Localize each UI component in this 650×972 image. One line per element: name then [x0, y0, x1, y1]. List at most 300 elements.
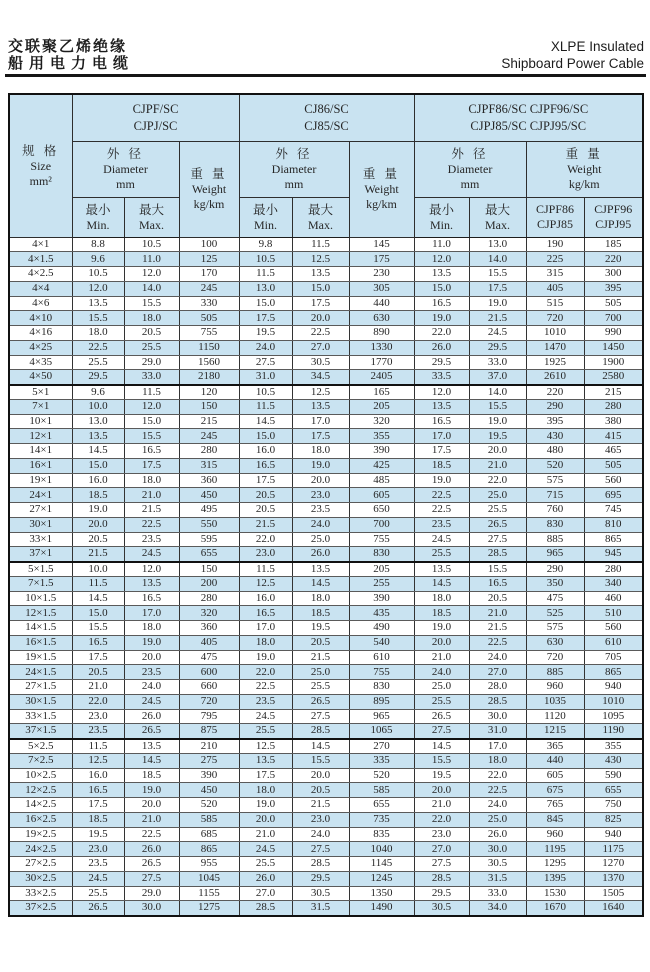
value-cell: 26.5 [414, 709, 469, 724]
value-cell: 16.5 [239, 606, 292, 621]
max-label-en: Max. [308, 217, 333, 232]
value-cell: 13.5 [124, 739, 179, 754]
value-cell: 16.0 [239, 444, 292, 459]
value-cell: 360 [179, 621, 239, 636]
value-cell: 34.0 [469, 901, 526, 916]
table-row [9, 399, 643, 414]
value-cell: 465 [584, 444, 643, 459]
value-cell: 17.5 [292, 429, 349, 444]
value-cell: 26.0 [469, 827, 526, 842]
value-cell: 795 [179, 709, 239, 724]
value-cell: 425 [349, 458, 414, 473]
header-size [9, 94, 72, 237]
size-cell: 5×1.5 [9, 562, 72, 577]
value-cell: 20.5 [124, 326, 179, 341]
page-title-chinese [8, 38, 134, 72]
value-cell: 12.5 [239, 739, 292, 754]
table-row [9, 739, 643, 754]
header-weight-subcol-cjpf96 [584, 197, 643, 237]
value-cell: 865 [584, 532, 643, 547]
value-cell: 21.5 [292, 650, 349, 665]
value-cell: 22.0 [469, 768, 526, 783]
value-cell: 895 [349, 694, 414, 709]
value-cell: 10.0 [72, 562, 124, 577]
value-cell: 15.5 [469, 562, 526, 577]
value-cell: 440 [349, 296, 414, 311]
value-cell: 24.5 [124, 694, 179, 709]
value-cell: 650 [349, 503, 414, 518]
value-cell: 15.5 [469, 399, 526, 414]
value-cell: 33.0 [124, 370, 179, 385]
value-cell: 20.5 [239, 488, 292, 503]
table-row [9, 783, 643, 798]
value-cell: 31.0 [239, 370, 292, 385]
value-cell: 865 [179, 842, 239, 857]
weight-subcol2-line1: CJPF96 [594, 202, 633, 216]
value-cell: 220 [584, 252, 643, 267]
size-cell: 4×25 [9, 340, 72, 355]
table-row [9, 296, 643, 311]
value-cell: 12.0 [72, 281, 124, 296]
table-row [9, 857, 643, 872]
value-cell: 17.5 [239, 311, 292, 326]
value-cell: 17.5 [72, 798, 124, 813]
value-cell: 26.0 [124, 709, 179, 724]
value-cell: 750 [584, 798, 643, 813]
group1-name-line2: CJPJ/SC [133, 118, 178, 133]
value-cell: 21.0 [239, 827, 292, 842]
value-cell: 965 [526, 547, 584, 562]
value-cell: 22.5 [72, 340, 124, 355]
value-cell: 16.5 [414, 296, 469, 311]
group3-name-line2: CJPJ85/SC CJPJ95/SC [470, 118, 587, 133]
value-cell: 23.5 [124, 532, 179, 547]
header-weight-group1 [179, 141, 239, 237]
value-cell: 21.5 [239, 517, 292, 532]
value-cell: 20.0 [292, 473, 349, 488]
value-cell: 1560 [179, 355, 239, 370]
value-cell: 655 [584, 783, 643, 798]
value-cell: 655 [179, 547, 239, 562]
size-cell: 4×2.5 [9, 267, 72, 282]
value-cell: 21.0 [72, 680, 124, 695]
value-cell: 13.5 [72, 429, 124, 444]
table-row [9, 665, 643, 680]
value-cell: 10.5 [124, 237, 179, 252]
value-cell: 20.0 [72, 517, 124, 532]
value-cell: 185 [584, 237, 643, 252]
size-cell: 16×2.5 [9, 812, 72, 827]
value-cell: 360 [179, 473, 239, 488]
value-cell: 20.0 [414, 783, 469, 798]
value-cell: 550 [179, 517, 239, 532]
size-cell: 10×1 [9, 414, 72, 429]
value-cell: 13.5 [292, 267, 349, 282]
value-cell: 12.0 [124, 562, 179, 577]
value-cell: 835 [349, 827, 414, 842]
value-cell: 1045 [179, 871, 239, 886]
value-cell: 18.0 [124, 621, 179, 636]
value-cell: 1900 [584, 355, 643, 370]
size-cell: 30×1 [9, 517, 72, 532]
value-cell: 1330 [349, 340, 414, 355]
value-cell: 700 [349, 517, 414, 532]
value-cell: 1270 [584, 857, 643, 872]
table-body [9, 237, 643, 916]
value-cell: 1155 [179, 886, 239, 901]
weight-subcol1-line2: CJPJ85 [536, 217, 574, 231]
value-cell: 390 [179, 768, 239, 783]
value-cell: 12.5 [239, 576, 292, 591]
value-cell: 605 [349, 488, 414, 503]
value-cell: 19.0 [72, 503, 124, 518]
value-cell: 355 [349, 429, 414, 444]
size-cell: 37×2.5 [9, 901, 72, 916]
value-cell: 12.0 [414, 385, 469, 400]
table-row [9, 252, 643, 267]
table-row [9, 591, 643, 606]
value-cell: 29.0 [124, 355, 179, 370]
value-cell: 12.0 [124, 267, 179, 282]
value-cell: 23.5 [72, 724, 124, 739]
value-cell: 505 [179, 311, 239, 326]
value-cell: 18.0 [72, 326, 124, 341]
value-cell: 825 [584, 812, 643, 827]
value-cell: 1175 [584, 842, 643, 857]
value-cell: 24.5 [239, 709, 292, 724]
value-cell: 14.5 [239, 414, 292, 429]
size-cell: 14×1.5 [9, 621, 72, 636]
max-label-cn: 最大 [138, 202, 164, 217]
value-cell: 315 [526, 267, 584, 282]
value-cell: 100 [179, 237, 239, 252]
value-cell: 18.5 [72, 488, 124, 503]
value-cell: 34.5 [292, 370, 349, 385]
value-cell: 600 [179, 665, 239, 680]
value-cell: 330 [179, 296, 239, 311]
value-cell: 19.5 [72, 827, 124, 842]
value-cell: 21.5 [72, 547, 124, 562]
header-weight-group3 [526, 141, 643, 197]
value-cell: 15.0 [72, 458, 124, 473]
value-cell: 27.5 [124, 871, 179, 886]
weight-subcol1-line1: CJPF86 [535, 202, 575, 216]
value-cell: 25.5 [72, 886, 124, 901]
value-cell: 14.5 [124, 753, 179, 768]
value-cell: 830 [349, 680, 414, 695]
value-cell: 23.0 [292, 812, 349, 827]
value-cell: 355 [584, 739, 643, 754]
value-cell: 23.5 [414, 517, 469, 532]
value-cell: 175 [349, 252, 414, 267]
value-cell: 510 [584, 606, 643, 621]
value-cell: 245 [179, 281, 239, 296]
value-cell: 485 [349, 473, 414, 488]
value-cell: 755 [179, 326, 239, 341]
value-cell: 520 [349, 768, 414, 783]
value-cell: 19.5 [239, 326, 292, 341]
value-cell: 16.5 [72, 783, 124, 798]
value-cell: 22.5 [469, 783, 526, 798]
value-cell: 340 [584, 576, 643, 591]
size-cell: 12×2.5 [9, 783, 72, 798]
value-cell: 19.0 [414, 621, 469, 636]
value-cell: 20.0 [239, 812, 292, 827]
value-cell: 24.0 [124, 680, 179, 695]
value-cell: 24.0 [469, 798, 526, 813]
value-cell: 27.5 [414, 857, 469, 872]
value-cell: 11.5 [72, 739, 124, 754]
value-cell: 15.5 [124, 429, 179, 444]
value-cell: 28.5 [469, 547, 526, 562]
value-cell: 20.5 [469, 591, 526, 606]
value-cell: 20.0 [124, 798, 179, 813]
table-row [9, 635, 643, 650]
value-cell: 2180 [179, 370, 239, 385]
size-cell: 19×1.5 [9, 650, 72, 665]
value-cell: 540 [349, 635, 414, 650]
value-cell: 290 [526, 562, 584, 577]
header-weight-group2 [349, 141, 414, 237]
value-cell: 16.5 [469, 576, 526, 591]
value-cell: 305 [349, 281, 414, 296]
value-cell: 575 [526, 621, 584, 636]
value-cell: 1770 [349, 355, 414, 370]
value-cell: 735 [349, 812, 414, 827]
value-cell: 26.0 [292, 547, 349, 562]
value-cell: 20.0 [469, 444, 526, 459]
size-cell: 27×1.5 [9, 680, 72, 695]
value-cell: 15.0 [124, 414, 179, 429]
value-cell: 1040 [349, 842, 414, 857]
value-cell: 1010 [584, 694, 643, 709]
page-header [8, 36, 644, 72]
value-cell: 695 [584, 488, 643, 503]
diameter-label-cn: 外 径 [106, 147, 145, 161]
weight-label-unit: kg/km [366, 197, 397, 211]
weight-label-cn: 重 量 [190, 167, 228, 181]
value-cell: 435 [349, 606, 414, 621]
value-cell: 755 [349, 665, 414, 680]
size-cell: 5×2.5 [9, 739, 72, 754]
value-cell: 28.5 [239, 901, 292, 916]
value-cell: 12.0 [124, 399, 179, 414]
value-cell: 830 [526, 517, 584, 532]
size-label-cn: 规 格 [22, 143, 60, 158]
value-cell: 16.0 [239, 591, 292, 606]
value-cell: 22.0 [469, 473, 526, 488]
value-cell: 270 [349, 739, 414, 754]
value-cell: 13.0 [239, 281, 292, 296]
value-cell: 390 [349, 591, 414, 606]
value-cell: 1150 [179, 340, 239, 355]
value-cell: 11.5 [72, 576, 124, 591]
header-weight-subcol-cjpf86 [526, 197, 584, 237]
size-cell: 30×2.5 [9, 871, 72, 886]
value-cell: 15.5 [414, 753, 469, 768]
value-cell: 18.0 [239, 635, 292, 650]
value-cell: 280 [584, 399, 643, 414]
value-cell: 960 [526, 827, 584, 842]
value-cell: 19.0 [414, 311, 469, 326]
value-cell: 23.0 [292, 488, 349, 503]
value-cell: 22.0 [72, 694, 124, 709]
table-row [9, 606, 643, 621]
value-cell: 23.0 [414, 827, 469, 842]
value-cell: 890 [349, 326, 414, 341]
value-cell: 320 [179, 606, 239, 621]
value-cell: 30.5 [292, 355, 349, 370]
value-cell: 23.5 [292, 503, 349, 518]
value-cell: 8.8 [72, 237, 124, 252]
page-title-english [501, 38, 644, 72]
value-cell: 31.0 [469, 724, 526, 739]
value-cell: 1505 [584, 886, 643, 901]
value-cell: 22.5 [292, 326, 349, 341]
value-cell: 755 [349, 532, 414, 547]
value-cell: 590 [584, 768, 643, 783]
size-cell: 5×1 [9, 385, 72, 400]
value-cell: 24.5 [414, 532, 469, 547]
value-cell: 25.5 [414, 547, 469, 562]
size-cell: 19×2.5 [9, 827, 72, 842]
value-cell: 1010 [526, 326, 584, 341]
table-row [9, 444, 643, 459]
value-cell: 1190 [584, 724, 643, 739]
value-cell: 27.0 [239, 886, 292, 901]
value-cell: 17.5 [292, 296, 349, 311]
value-cell: 17.5 [124, 458, 179, 473]
value-cell: 27.5 [292, 709, 349, 724]
value-cell: 210 [179, 739, 239, 754]
header-min-group2 [239, 197, 292, 237]
value-cell: 190 [526, 237, 584, 252]
value-cell: 845 [526, 812, 584, 827]
value-cell: 15.5 [469, 267, 526, 282]
value-cell: 365 [526, 739, 584, 754]
value-cell: 11.5 [292, 237, 349, 252]
value-cell: 24.0 [292, 827, 349, 842]
size-label-unit: mm² [29, 173, 52, 188]
value-cell: 22.5 [124, 827, 179, 842]
value-cell: 23.5 [124, 665, 179, 680]
value-cell: 2580 [584, 370, 643, 385]
value-cell: 20.5 [292, 635, 349, 650]
max-label-cn: 最大 [484, 202, 510, 217]
value-cell: 16.5 [239, 458, 292, 473]
value-cell: 720 [526, 650, 584, 665]
value-cell: 940 [584, 827, 643, 842]
size-cell: 16×1 [9, 458, 72, 473]
value-cell: 595 [179, 532, 239, 547]
value-cell: 585 [179, 812, 239, 827]
value-cell: 1035 [526, 694, 584, 709]
value-cell: 165 [349, 385, 414, 400]
value-cell: 715 [526, 488, 584, 503]
value-cell: 16.0 [72, 768, 124, 783]
value-cell: 22.5 [239, 680, 292, 695]
value-cell: 20.0 [124, 650, 179, 665]
value-cell: 17.0 [239, 621, 292, 636]
table-row [9, 724, 643, 739]
value-cell: 11.5 [239, 562, 292, 577]
value-cell: 745 [584, 503, 643, 518]
value-cell: 21.0 [124, 812, 179, 827]
value-cell: 280 [179, 591, 239, 606]
value-cell: 17.5 [414, 444, 469, 459]
value-cell: 19.0 [414, 473, 469, 488]
value-cell: 15.5 [72, 621, 124, 636]
value-cell: 630 [349, 311, 414, 326]
value-cell: 24.5 [72, 871, 124, 886]
value-cell: 965 [349, 709, 414, 724]
value-cell: 25.5 [72, 355, 124, 370]
header-group-cjpf86-96 [414, 94, 643, 141]
size-cell: 30×1.5 [9, 694, 72, 709]
value-cell: 17.5 [239, 473, 292, 488]
value-cell: 1490 [349, 901, 414, 916]
diameter-label-unit: mm [460, 177, 480, 191]
value-cell: 25.0 [414, 680, 469, 695]
value-cell: 810 [584, 517, 643, 532]
table-row [9, 576, 643, 591]
value-cell: 11.5 [239, 399, 292, 414]
size-cell: 24×2.5 [9, 842, 72, 857]
value-cell: 13.5 [414, 562, 469, 577]
value-cell: 23.0 [239, 547, 292, 562]
value-cell: 17.0 [124, 606, 179, 621]
value-cell: 430 [526, 429, 584, 444]
header-divider-rule [5, 74, 646, 77]
value-cell: 1350 [349, 886, 414, 901]
value-cell: 990 [584, 326, 643, 341]
size-cell: 4×16 [9, 326, 72, 341]
value-cell: 13.5 [292, 399, 349, 414]
table-row [9, 488, 643, 503]
min-label-en: Min. [429, 217, 453, 232]
header-max-group2 [292, 197, 349, 237]
table-row [9, 871, 643, 886]
value-cell: 13.5 [414, 399, 469, 414]
table-row [9, 680, 643, 695]
value-cell: 205 [349, 562, 414, 577]
value-cell: 18.0 [414, 591, 469, 606]
value-cell: 20.0 [292, 311, 349, 326]
value-cell: 13.5 [72, 296, 124, 311]
value-cell: 37.0 [469, 370, 526, 385]
value-cell: 25.0 [469, 812, 526, 827]
size-cell: 12×1 [9, 429, 72, 444]
table-row [9, 753, 643, 768]
value-cell: 1195 [526, 842, 584, 857]
diameter-label-unit: mm [284, 177, 304, 191]
value-cell: 16.5 [124, 444, 179, 459]
value-cell: 395 [584, 281, 643, 296]
value-cell: 22.5 [469, 635, 526, 650]
value-cell: 1530 [526, 886, 584, 901]
value-cell: 27.5 [469, 532, 526, 547]
size-cell: 7×2.5 [9, 753, 72, 768]
value-cell: 16.5 [414, 414, 469, 429]
value-cell: 26.0 [414, 340, 469, 355]
value-cell: 21.5 [469, 311, 526, 326]
value-cell: 24.0 [239, 340, 292, 355]
value-cell: 21.5 [292, 798, 349, 813]
value-cell: 28.5 [292, 724, 349, 739]
value-cell: 170 [179, 267, 239, 282]
value-cell: 22.0 [239, 665, 292, 680]
page-title-en-line1: XLPE Insulated [550, 39, 644, 54]
